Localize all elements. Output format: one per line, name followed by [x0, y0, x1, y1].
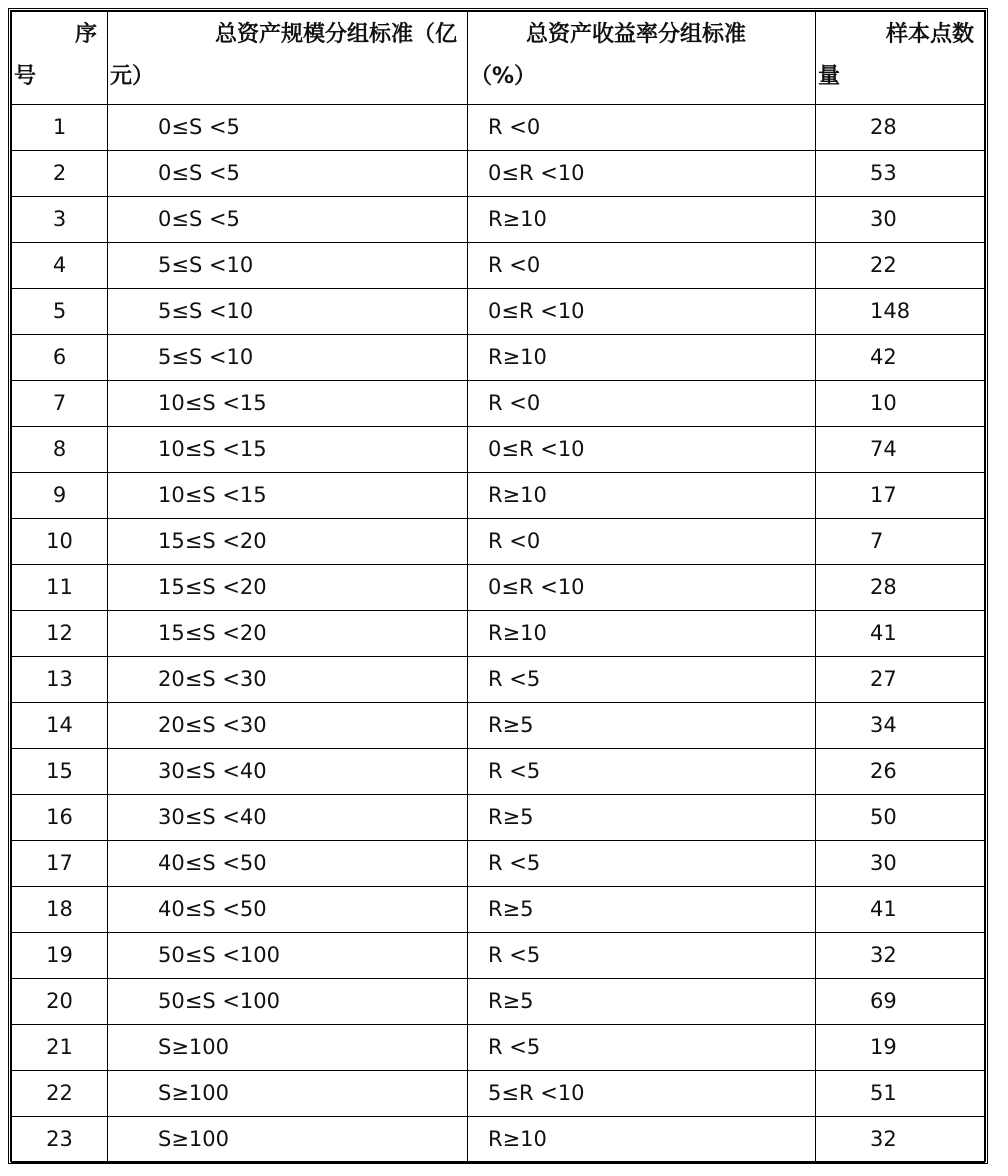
cell-return-rate: R <5 [468, 1025, 816, 1071]
table-row [12, 749, 985, 795]
cell-serial-number: 1 [12, 105, 108, 151]
cell-sample-count: 148 [816, 289, 985, 335]
table-row [12, 703, 985, 749]
cell-sample-count: 41 [816, 611, 985, 657]
table-row [12, 979, 985, 1025]
cell-return-rate: R <0 [468, 519, 816, 565]
cell-serial-number: 7 [12, 381, 108, 427]
cell-sample-count: 28 [816, 565, 985, 611]
cell-return-rate: R≥10 [468, 1117, 816, 1163]
table-row [12, 887, 985, 933]
cell-asset-scale: 5≤S <10 [108, 243, 468, 289]
cell-serial-number: 8 [12, 427, 108, 473]
cell-asset-scale: 15≤S <20 [108, 611, 468, 657]
cell-sample-count: 69 [816, 979, 985, 1025]
cell-asset-scale: 10≤S <15 [108, 427, 468, 473]
cell-return-rate: 0≤R <10 [468, 289, 816, 335]
cell-asset-scale: 15≤S <20 [108, 519, 468, 565]
table-row [12, 657, 985, 703]
cell-sample-count: 17 [816, 473, 985, 519]
cell-asset-scale: 30≤S <40 [108, 749, 468, 795]
cell-return-rate: R <0 [468, 105, 816, 151]
table-row [12, 335, 985, 381]
cell-serial-number: 2 [12, 151, 108, 197]
cell-sample-count: 30 [816, 197, 985, 243]
cell-asset-scale: 30≤S <40 [108, 795, 468, 841]
cell-asset-scale: 5≤S <10 [108, 335, 468, 381]
table-row [12, 243, 985, 289]
cell-return-rate: R <5 [468, 841, 816, 887]
cell-return-rate: R≥10 [468, 611, 816, 657]
cell-asset-scale: S≥100 [108, 1071, 468, 1117]
table-row [12, 795, 985, 841]
cell-sample-count: 19 [816, 1025, 985, 1071]
table-row [12, 151, 985, 197]
cell-serial-number: 22 [12, 1071, 108, 1117]
cell-asset-scale: 15≤S <20 [108, 565, 468, 611]
cell-asset-scale: S≥100 [108, 1117, 468, 1163]
table-row [12, 841, 985, 887]
cell-serial-number: 15 [12, 749, 108, 795]
cell-serial-number: 20 [12, 979, 108, 1025]
cell-sample-count: 32 [816, 1117, 985, 1163]
table-row [12, 381, 985, 427]
table-row [12, 473, 985, 519]
table-row [12, 427, 985, 473]
table-row [12, 289, 985, 335]
cell-return-rate: R≥10 [468, 473, 816, 519]
cell-serial-number: 12 [12, 611, 108, 657]
cell-sample-count: 32 [816, 933, 985, 979]
cell-return-rate: R <5 [468, 933, 816, 979]
cell-asset-scale: 50≤S <100 [108, 979, 468, 1025]
cell-serial-number: 14 [12, 703, 108, 749]
cell-asset-scale: 5≤S <10 [108, 289, 468, 335]
cell-return-rate: R≥5 [468, 703, 816, 749]
cell-return-rate: R <0 [468, 243, 816, 289]
cell-serial-number: 21 [12, 1025, 108, 1071]
cell-asset-scale: 20≤S <30 [108, 657, 468, 703]
cell-asset-scale: 40≤S <50 [108, 841, 468, 887]
cell-sample-count: 28 [816, 105, 985, 151]
table-row [12, 611, 985, 657]
cell-serial-number: 23 [12, 1117, 108, 1163]
cell-serial-number: 18 [12, 887, 108, 933]
cell-sample-count: 22 [816, 243, 985, 289]
cell-return-rate: 0≤R <10 [468, 151, 816, 197]
cell-return-rate: R≥5 [468, 795, 816, 841]
cell-asset-scale: S≥100 [108, 1025, 468, 1071]
cell-sample-count: 30 [816, 841, 985, 887]
cell-sample-count: 41 [816, 887, 985, 933]
header-serial-number: 序 号 [12, 12, 108, 105]
cell-return-rate: R≥5 [468, 979, 816, 1025]
cell-asset-scale: 0≤S <5 [108, 151, 468, 197]
data-table-frame [8, 8, 988, 1164]
cell-return-rate: 0≤R <10 [468, 427, 816, 473]
cell-sample-count: 51 [816, 1071, 985, 1117]
cell-return-rate: R <5 [468, 657, 816, 703]
cell-return-rate: 5≤R <10 [468, 1071, 816, 1117]
table-header-row [12, 12, 985, 105]
cell-asset-scale: 40≤S <50 [108, 887, 468, 933]
cell-sample-count: 7 [816, 519, 985, 565]
cell-return-rate: R <0 [468, 381, 816, 427]
table-body [12, 105, 985, 1163]
grouping-table [11, 11, 985, 1163]
cell-serial-number: 4 [12, 243, 108, 289]
header-return-rate-criteria: 总资产收益率分组标准 （%） [468, 12, 816, 105]
cell-asset-scale: 50≤S <100 [108, 933, 468, 979]
cell-sample-count: 27 [816, 657, 985, 703]
cell-return-rate: R≥5 [468, 887, 816, 933]
cell-serial-number: 19 [12, 933, 108, 979]
table-row [12, 565, 985, 611]
cell-serial-number: 6 [12, 335, 108, 381]
table-row [12, 1071, 985, 1117]
cell-return-rate: R <5 [468, 749, 816, 795]
cell-serial-number: 16 [12, 795, 108, 841]
cell-serial-number: 11 [12, 565, 108, 611]
cell-sample-count: 42 [816, 335, 985, 381]
table-row [12, 519, 985, 565]
cell-asset-scale: 10≤S <15 [108, 473, 468, 519]
cell-serial-number: 5 [12, 289, 108, 335]
table-row [12, 197, 985, 243]
table-row [12, 1025, 985, 1071]
table-row [12, 105, 985, 151]
cell-sample-count: 53 [816, 151, 985, 197]
table-row [12, 1117, 985, 1163]
cell-return-rate: R≥10 [468, 197, 816, 243]
cell-asset-scale: 0≤S <5 [108, 197, 468, 243]
cell-serial-number: 9 [12, 473, 108, 519]
cell-serial-number: 17 [12, 841, 108, 887]
cell-asset-scale: 0≤S <5 [108, 105, 468, 151]
cell-return-rate: 0≤R <10 [468, 565, 816, 611]
cell-serial-number: 13 [12, 657, 108, 703]
cell-sample-count: 34 [816, 703, 985, 749]
cell-serial-number: 3 [12, 197, 108, 243]
cell-asset-scale: 10≤S <15 [108, 381, 468, 427]
cell-sample-count: 74 [816, 427, 985, 473]
cell-sample-count: 50 [816, 795, 985, 841]
cell-sample-count: 26 [816, 749, 985, 795]
header-sample-count: 样本点数 量 [816, 12, 985, 105]
cell-sample-count: 10 [816, 381, 985, 427]
cell-asset-scale: 20≤S <30 [108, 703, 468, 749]
cell-return-rate: R≥10 [468, 335, 816, 381]
table-row [12, 933, 985, 979]
header-asset-scale-criteria: 总资产规模分组标准（亿 元） [108, 12, 468, 105]
cell-serial-number: 10 [12, 519, 108, 565]
